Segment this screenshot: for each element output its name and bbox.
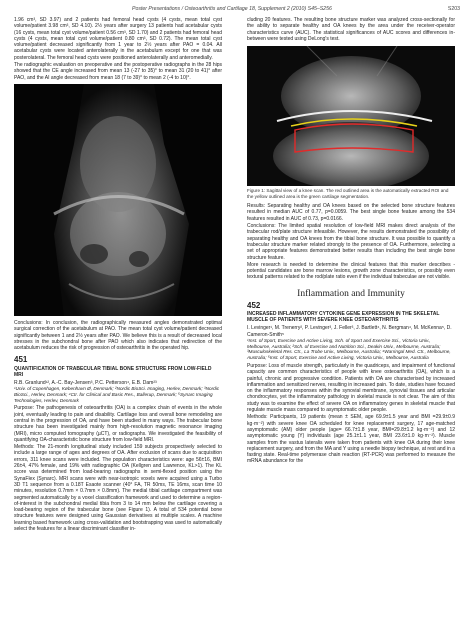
prev-abstract-results: 1.96 cm³, SD 3.97) and 2 patients had femoral head cysts (4 cysts, mean total cyst volume/patient 3.98 cm³, SD 4.10). 2½ years after surgery 13 patients had acetabular cysts (16 cysts, mean total cyst volume/patient 0.56 cm³, SD 1.70) and 2 patients had femoral head cysts (4 cysts, mean total cyst volume/patient 0.80 cm³, SD 0.72). The mean total cyst volume/patient decreased significantly from 1 year to 2½ years after PAO = 0.04. All acetabular cysts were located anterolaterally in the acetabulum except for one that was posterolateral. The femoral head cysts were positioned anterolaterally and anteromedially.	[14, 17, 222, 61]
knee-mri-image	[247, 46, 455, 186]
abstract-methods-continued: cluding 20 features. The resulting bone structure marker was analyzed cross-sectionally for the ability to separate healthy and OA knees by the area under the receiver-operator characteristics curve (AUC). The statistical significances of AUC scores and differences in-between were tested using DeLong's test.	[247, 17, 455, 42]
prev-abstract-radiographic: The radiographic evaluation on preoperative and the postoperative radiographs in the 28 hips showed that the CE angle increased from mean 13 (-27 to 35)° to mean 31 (20 to 41)° after PAO, and the AI angle decreased from mean 18 (7 to 39)° to mean 2 (-4 to 10)°.	[14, 62, 222, 81]
abstract-conclusions: Conclusions: The limited spatial resolution of low-field MRI makes direct analysis of the trabecular rod/plate structure infeasible. However, the results demonstrated the possibility of separating healthy and OA knees from the tibial bone structure. It was possible to quantify a trabecular structure marker related strongly to the presence of OA. Furthermore, selecting a set of appropriate features demonstrated better results than including the best single bone structure feature.	[247, 223, 455, 261]
page-header	[14, 4, 460, 14]
abstract-title-452: INCREASED INFLAMMATORY CYTOKINE GENE EXPRESSION IN THE SKELETAL MUSCLE OF PATIENTS WITH SEVERE KNEE OSTEOARTHRITIS	[247, 311, 440, 324]
abstract-methods: Methods: The 21-month longitudinal study included 159 subjects prospectively selected to include a large range of ages and degrees of OA. After exclusion of scans due to acquisition errors, 311 knee scans were included. The population characteristics were: age 56±16, BMI 26±4, 47% female, and 19% with radiographic OA (Kellgren and Lawrence, KL>1). The KL score was determined from load-bearing radiographs in semi-flexed position using the SynaFlex (Synarc). MRI scans were with near-isotropic voxels were acquired using a Turbo 3D T1 sequence from a 0.18T Esaote scanner (40° FA, TR 50ms, TE 16ms, scan time 10 minutes, resolution 0.7mm × 0.7mm × 0.8mm). The medial tibial cartilage compartment was segmented automatically by a voxel classification framework and used to determine a region-of-interest in the subchondral medial tibia from 3 to 14 mm below the cartilage covering a load-bearing region of the trabecular bone (see Figure 1). A total of 534 potential bone structure features were designed using Gaussian derivatives at multiple scales. A machine learning based framework using cross-validation and bootstrapping was used to automatically select the features for a linear discriminant classifier in-	[14, 444, 222, 532]
abstract-number: 451	[14, 355, 28, 365]
right-column	[247, 17, 455, 466]
abstract-purpose-452: Purpose: Loss of muscle strength, particularly in the quadriceps, and impairment of functional capacity are common characteristics of people with knee osteoarthritis (OA), which is a painful, chronic and progressive condition. Patients with OA are characterised by increased inflammation and sensitized nerves, resulting in increased pain. To date, studies have focused on the inflammatory responses within the synovial membrane, synovial tissues and articular chondrocytes, yet the inflammatory pathology in skeletal muscle is not clear. The aim of this study was to examine the effect of severe OA on inflammatory genes in skeletal muscle that regulate muscle mass compared to asymptomatic older people.	[247, 362, 455, 414]
ct-scan-image	[14, 84, 222, 316]
abstract-authors-452: I. Levinger¹, M. Trenerry², P. Levinger³, J. Feller³, J. Bartlett⁴, N. Bergman⁴, M. McKenna⁵, D. Cameron-Smith⁵	[247, 325, 452, 338]
journal-running-head: Poster Presentations / Osteoarthritis and Cartilage 18, Supplement 2 (2010) S45–S256	[132, 6, 332, 12]
ct-scan-figure	[14, 84, 222, 316]
figure-caption: Figure 1: Sagittal view of a knee scan. The red outlined area is the automatically extracted ROI and the yellow outlined area is the green cartilage segmentation.	[247, 188, 449, 199]
abstract-more-research: More research is needed to determine the clinical features that this marker describes - potential candidates are bone marrow lesions, growth zone characteristics, or possibly even textural patterns related to the rod/plate ratio even if the individual trabeculae are not visible.	[247, 261, 455, 281]
abstract-purpose: Purpose: The pathogenesis of osteoarthritis (OA) is a complex chain of events in the whole joint, eventually leading to pain and disability. Cartilage loss and overall bone remodeling are central in the progression of OA, and have been studied in many ways. The trabecular bone structure has been investigated mainly from high-resolution magnetic resonance imaging (MRI), micro computed tomography (µCT), or radiographs. We investigated the feasibility of quantifying OA-characteristic bone structure from low-field MRI.	[14, 405, 222, 443]
knee-mri-figure	[247, 46, 455, 186]
abstract-affiliations: ¹Univ. of Copenhagen, København Ø, Denmark; ²Nordic BioSci. Imaging, Herlev, Denmark; ³Nordic BioSci., Herlev, Denmark; ⁴Ctr. for Clinical and Basic Res., Ballerup, Denmark; ⁵Synarc Imaging Technologies, Herlev, Denmark	[14, 385, 220, 403]
abstract-affiliations-452: ¹Inst. of Sport, Exercise and Active Living, Sch. of Sport and Exercise Sci., Victoria Univ., Melbourne, Australia; ²Sch. of Exercise and Nutrition Sci., Deakin Univ., Melbourne, Australia; ³Musculoskeletal Res. Ctr., La Trobe Univ., Melbourne, Australia; ⁴Warringal Med. Ctr., Melbourne, Australia; ⁵Inst. of Sport, Exercise and Active Living, Victoria Univ., Melbourne, Australia	[247, 337, 451, 361]
section-heading: Inflammation and Immunity	[297, 288, 405, 299]
abstract-results: Results: Separating healthy and OA knees based on the selected bone structure features resulted in median AUC of 0.77, p=0.0059. The best single bone feature among the 534 features resulted in AUC of 0.73, p=0.0166.	[247, 203, 455, 222]
page-number: S203	[447, 6, 460, 12]
abstract-title: QUANTIFICATION OF TRABECULAR TIBIAL BONE STRUCTURE FROM LOW-FIELD MRI	[14, 365, 212, 378]
prev-abstract-conclusion: Conclusions: In conclusion, the radiographically measured angles demonstrated optimal surgical correction of the acetabulum at PAO. The mean total cyst volume/patient decreased significantly between 1 and 2½ years after PAO. We believe this is a result of decreased local stresses in the subchondral bone after PAO which also indicates that redirection of the acetabulum reduces the risk of progression of osteoarthritis in the operated hip.	[14, 319, 222, 352]
abstract-authors: R.B. Granlund¹², A.-C. Bay-Jensen³, P.C. Petterson⁴, E.B. Dam²³	[14, 379, 157, 386]
abstract-number-452: 452	[247, 301, 261, 311]
abstract-methods-452: Methods: Participants, 19 patients (mean ± SEM, age 69.9±1.5 year and BMI =29.9±0.9 kg·m⁻²) with severe knee OA scheduled for knee replacement surgery, 17 age-matched asymptomatic (AM) older people (age= 66.7±1.8 year, BMI=29.8±1.2 kg·m⁻²) and 12 asymptomatic young (Y) individuals (age 25.1±1.1 year, BMI 23.6±1.0 kg·m⁻²). Muscle samples from the vastus lateralis were taken from patients with knee OA during their knee replacement surgery, and from the MA and Y using a needle biopsy technique, at rest and in a fasting state. Real-time polymerase chain reaction (RT-PCR) was performed to measure the mRNA abundance for the	[247, 414, 455, 465]
left-column	[14, 17, 222, 533]
